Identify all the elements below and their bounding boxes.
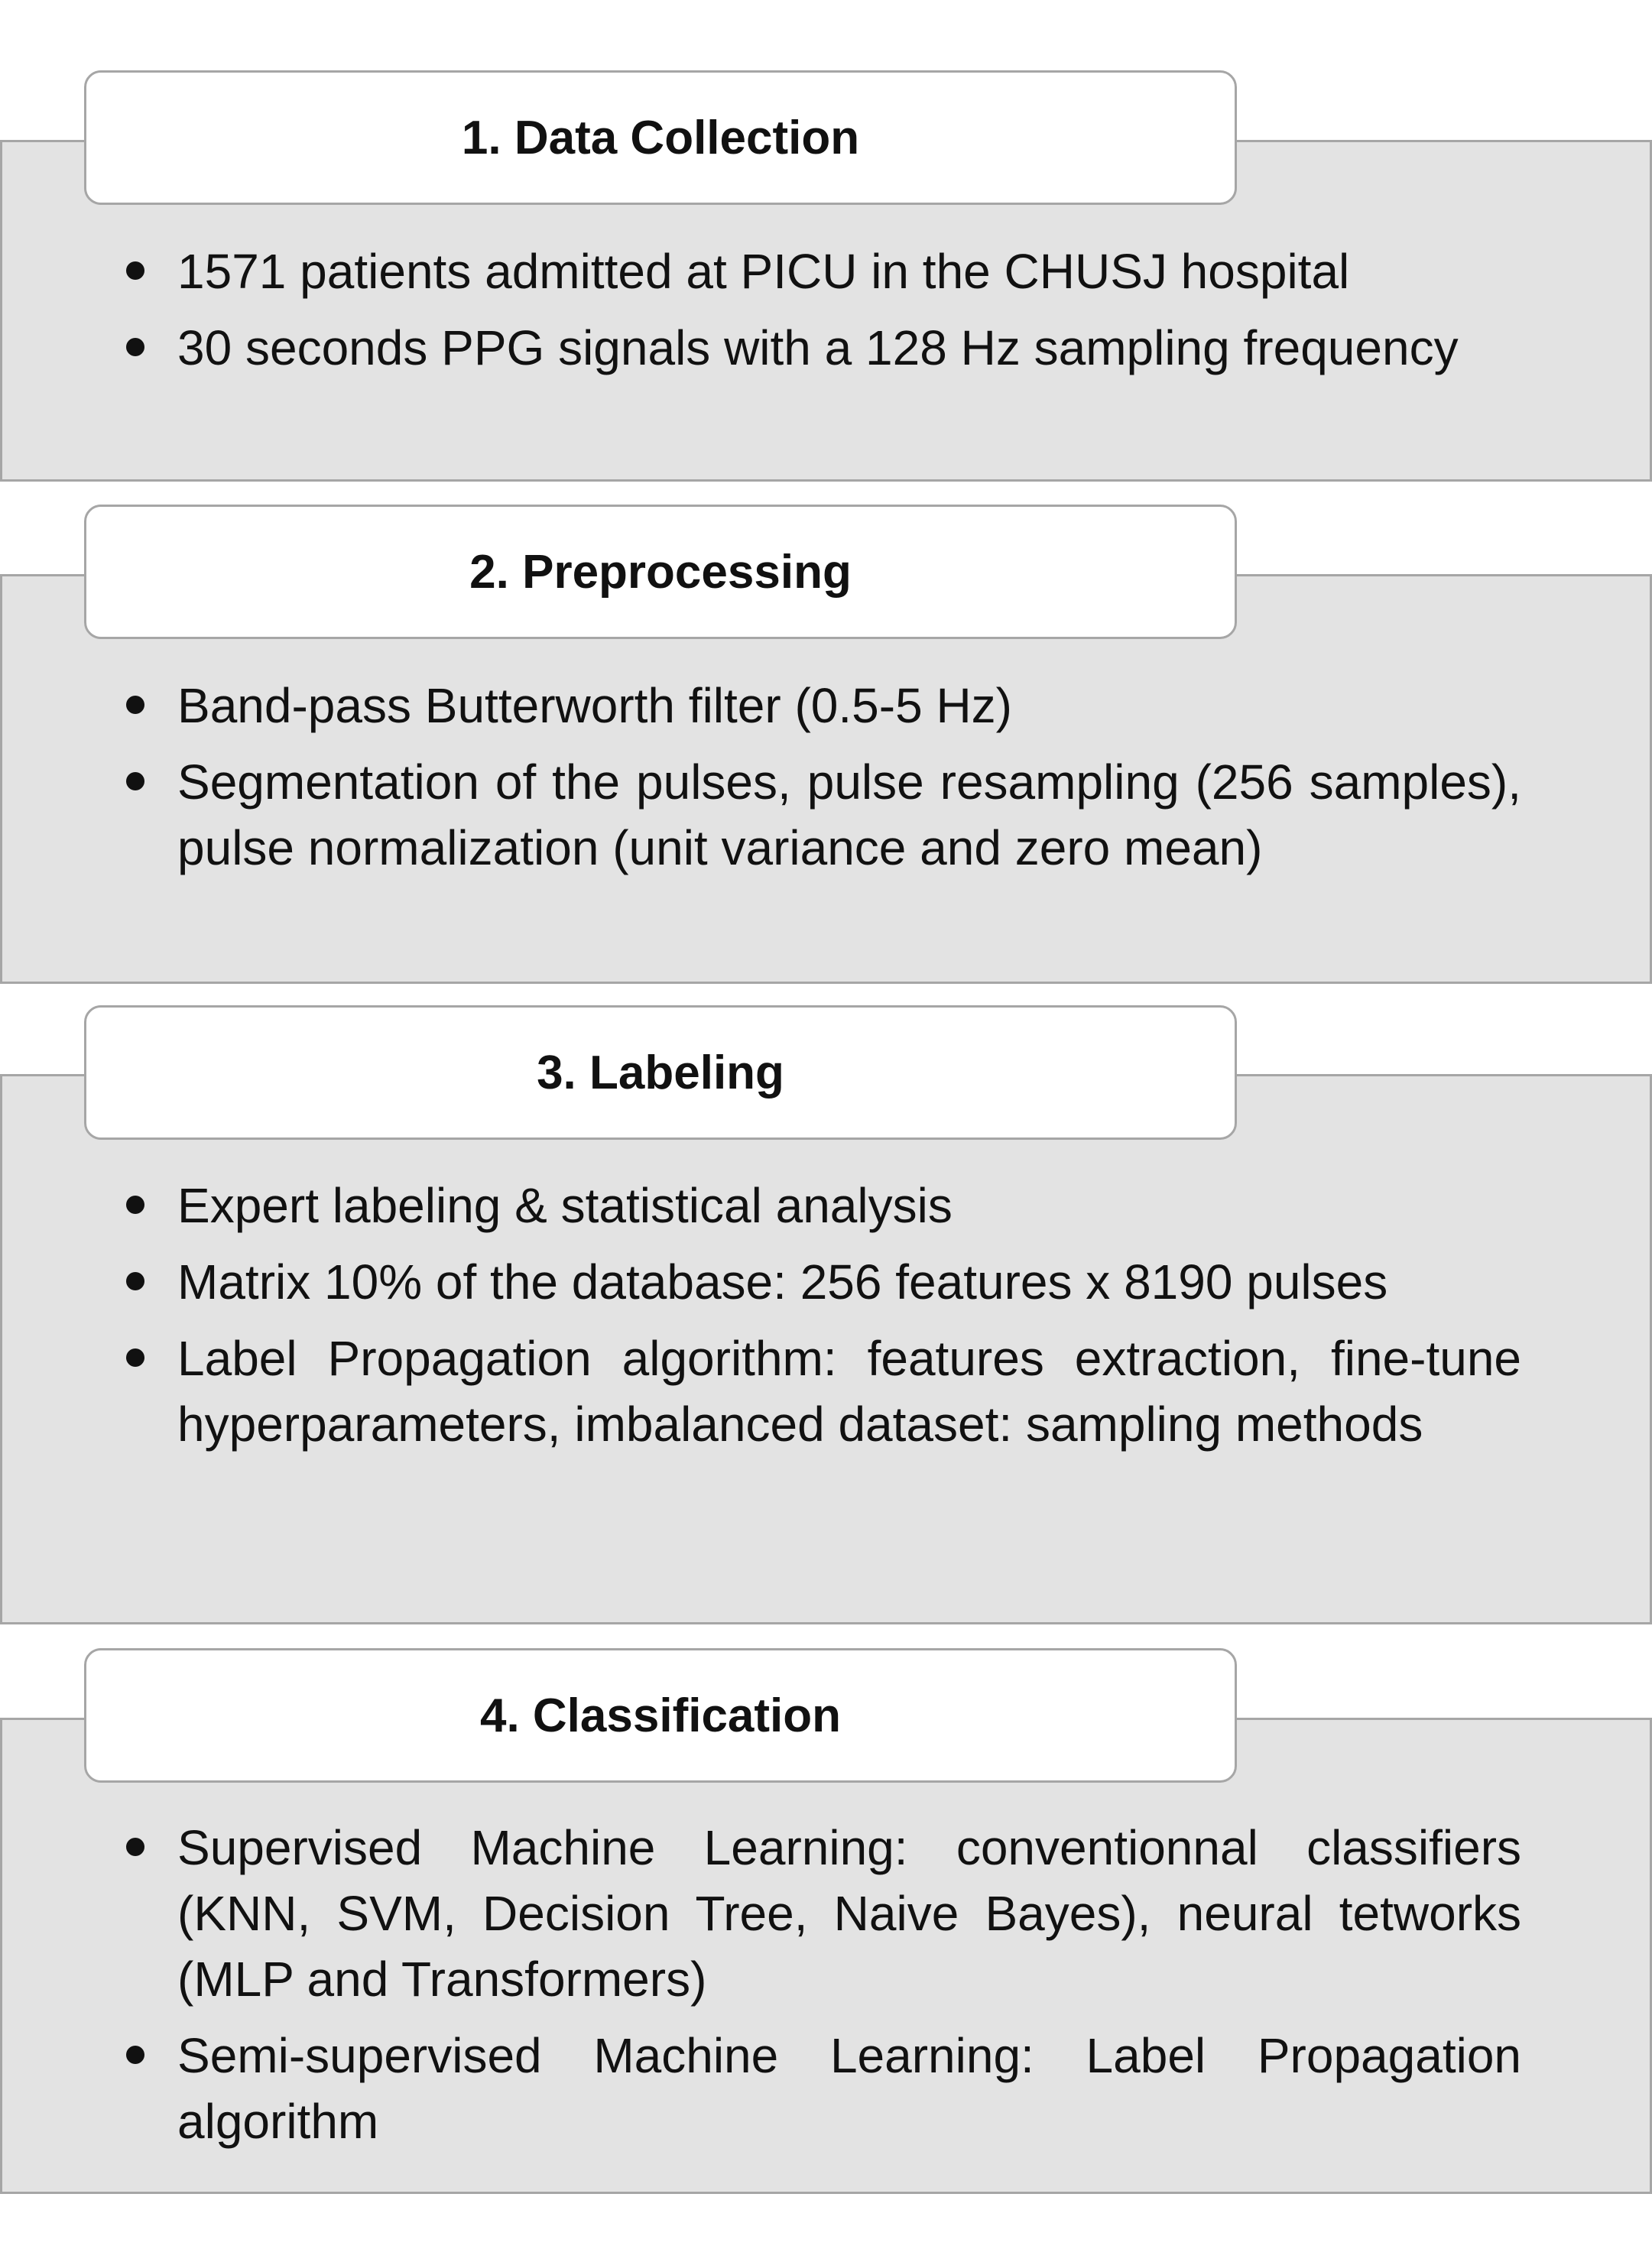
- bullet-list: [0, 1815, 1652, 2165]
- bullet-text: Band-pass Butterworth filter (0.5-5 Hz): [177, 678, 1012, 733]
- bullet-icon: [126, 772, 144, 790]
- section-title: 2. Preprocessing: [469, 545, 852, 599]
- bullet-icon: [126, 1838, 144, 1856]
- bullet-list: [0, 239, 1652, 391]
- bullet-icon: [126, 1348, 144, 1367]
- bullet-item: [0, 315, 1521, 381]
- bullet-text: 1571 patients admitted at PICU in the CHUSJ hospital: [177, 244, 1350, 299]
- bullet-list: [0, 1173, 1652, 1468]
- section-header: [84, 1648, 1237, 1783]
- bullet-text: Expert labeling & statistical analysis: [177, 1178, 953, 1233]
- bullet-text: Label Propagation algorithm: features extraction, fine-tune hyperparameters, imbalanced dataset: sampling methods: [177, 1331, 1521, 1452]
- bullet-icon: [126, 1272, 144, 1290]
- bullet-text: Segmentation of the pulses, pulse resampling (256 samples), pulse normalization (unit variance and zero mean): [177, 755, 1521, 875]
- bullet-item: [0, 749, 1521, 881]
- bullet-text: Supervised Machine Learning: conventionnal classifiers (KNN, SVM, Decision Tree, Naive Bayes), neural tetworks (MLP and Transformers): [177, 1820, 1521, 2007]
- bullet-item: [0, 1249, 1521, 1315]
- section-title: 1. Data Collection: [461, 111, 860, 164]
- bullet-list: [0, 673, 1652, 891]
- bullet-icon: [126, 2046, 144, 2064]
- bullet-text: 30 seconds PPG signals with a 128 Hz sampling frequency: [177, 320, 1459, 375]
- bullet-item: [0, 1815, 1521, 2012]
- bullet-text: Matrix 10% of the database: 256 features x 8190 pulses: [177, 1254, 1388, 1309]
- bullet-icon: [126, 338, 144, 356]
- section-title: 3. Labeling: [537, 1046, 784, 1099]
- section-header: [84, 1005, 1237, 1140]
- bullet-text: Semi-supervised Machine Learning: Label Propagation algorithm: [177, 2028, 1521, 2149]
- bullet-icon: [126, 261, 144, 280]
- bullet-item: [0, 673, 1521, 738]
- section-title: 4. Classification: [479, 1689, 842, 1742]
- bullet-item: [0, 2023, 1521, 2154]
- bullet-icon: [126, 1196, 144, 1214]
- bullet-item: [0, 1173, 1521, 1238]
- bullet-icon: [126, 696, 144, 714]
- bullet-item: [0, 239, 1521, 304]
- section-header: [84, 70, 1237, 205]
- bullet-item: [0, 1326, 1521, 1457]
- section-header: [84, 505, 1237, 639]
